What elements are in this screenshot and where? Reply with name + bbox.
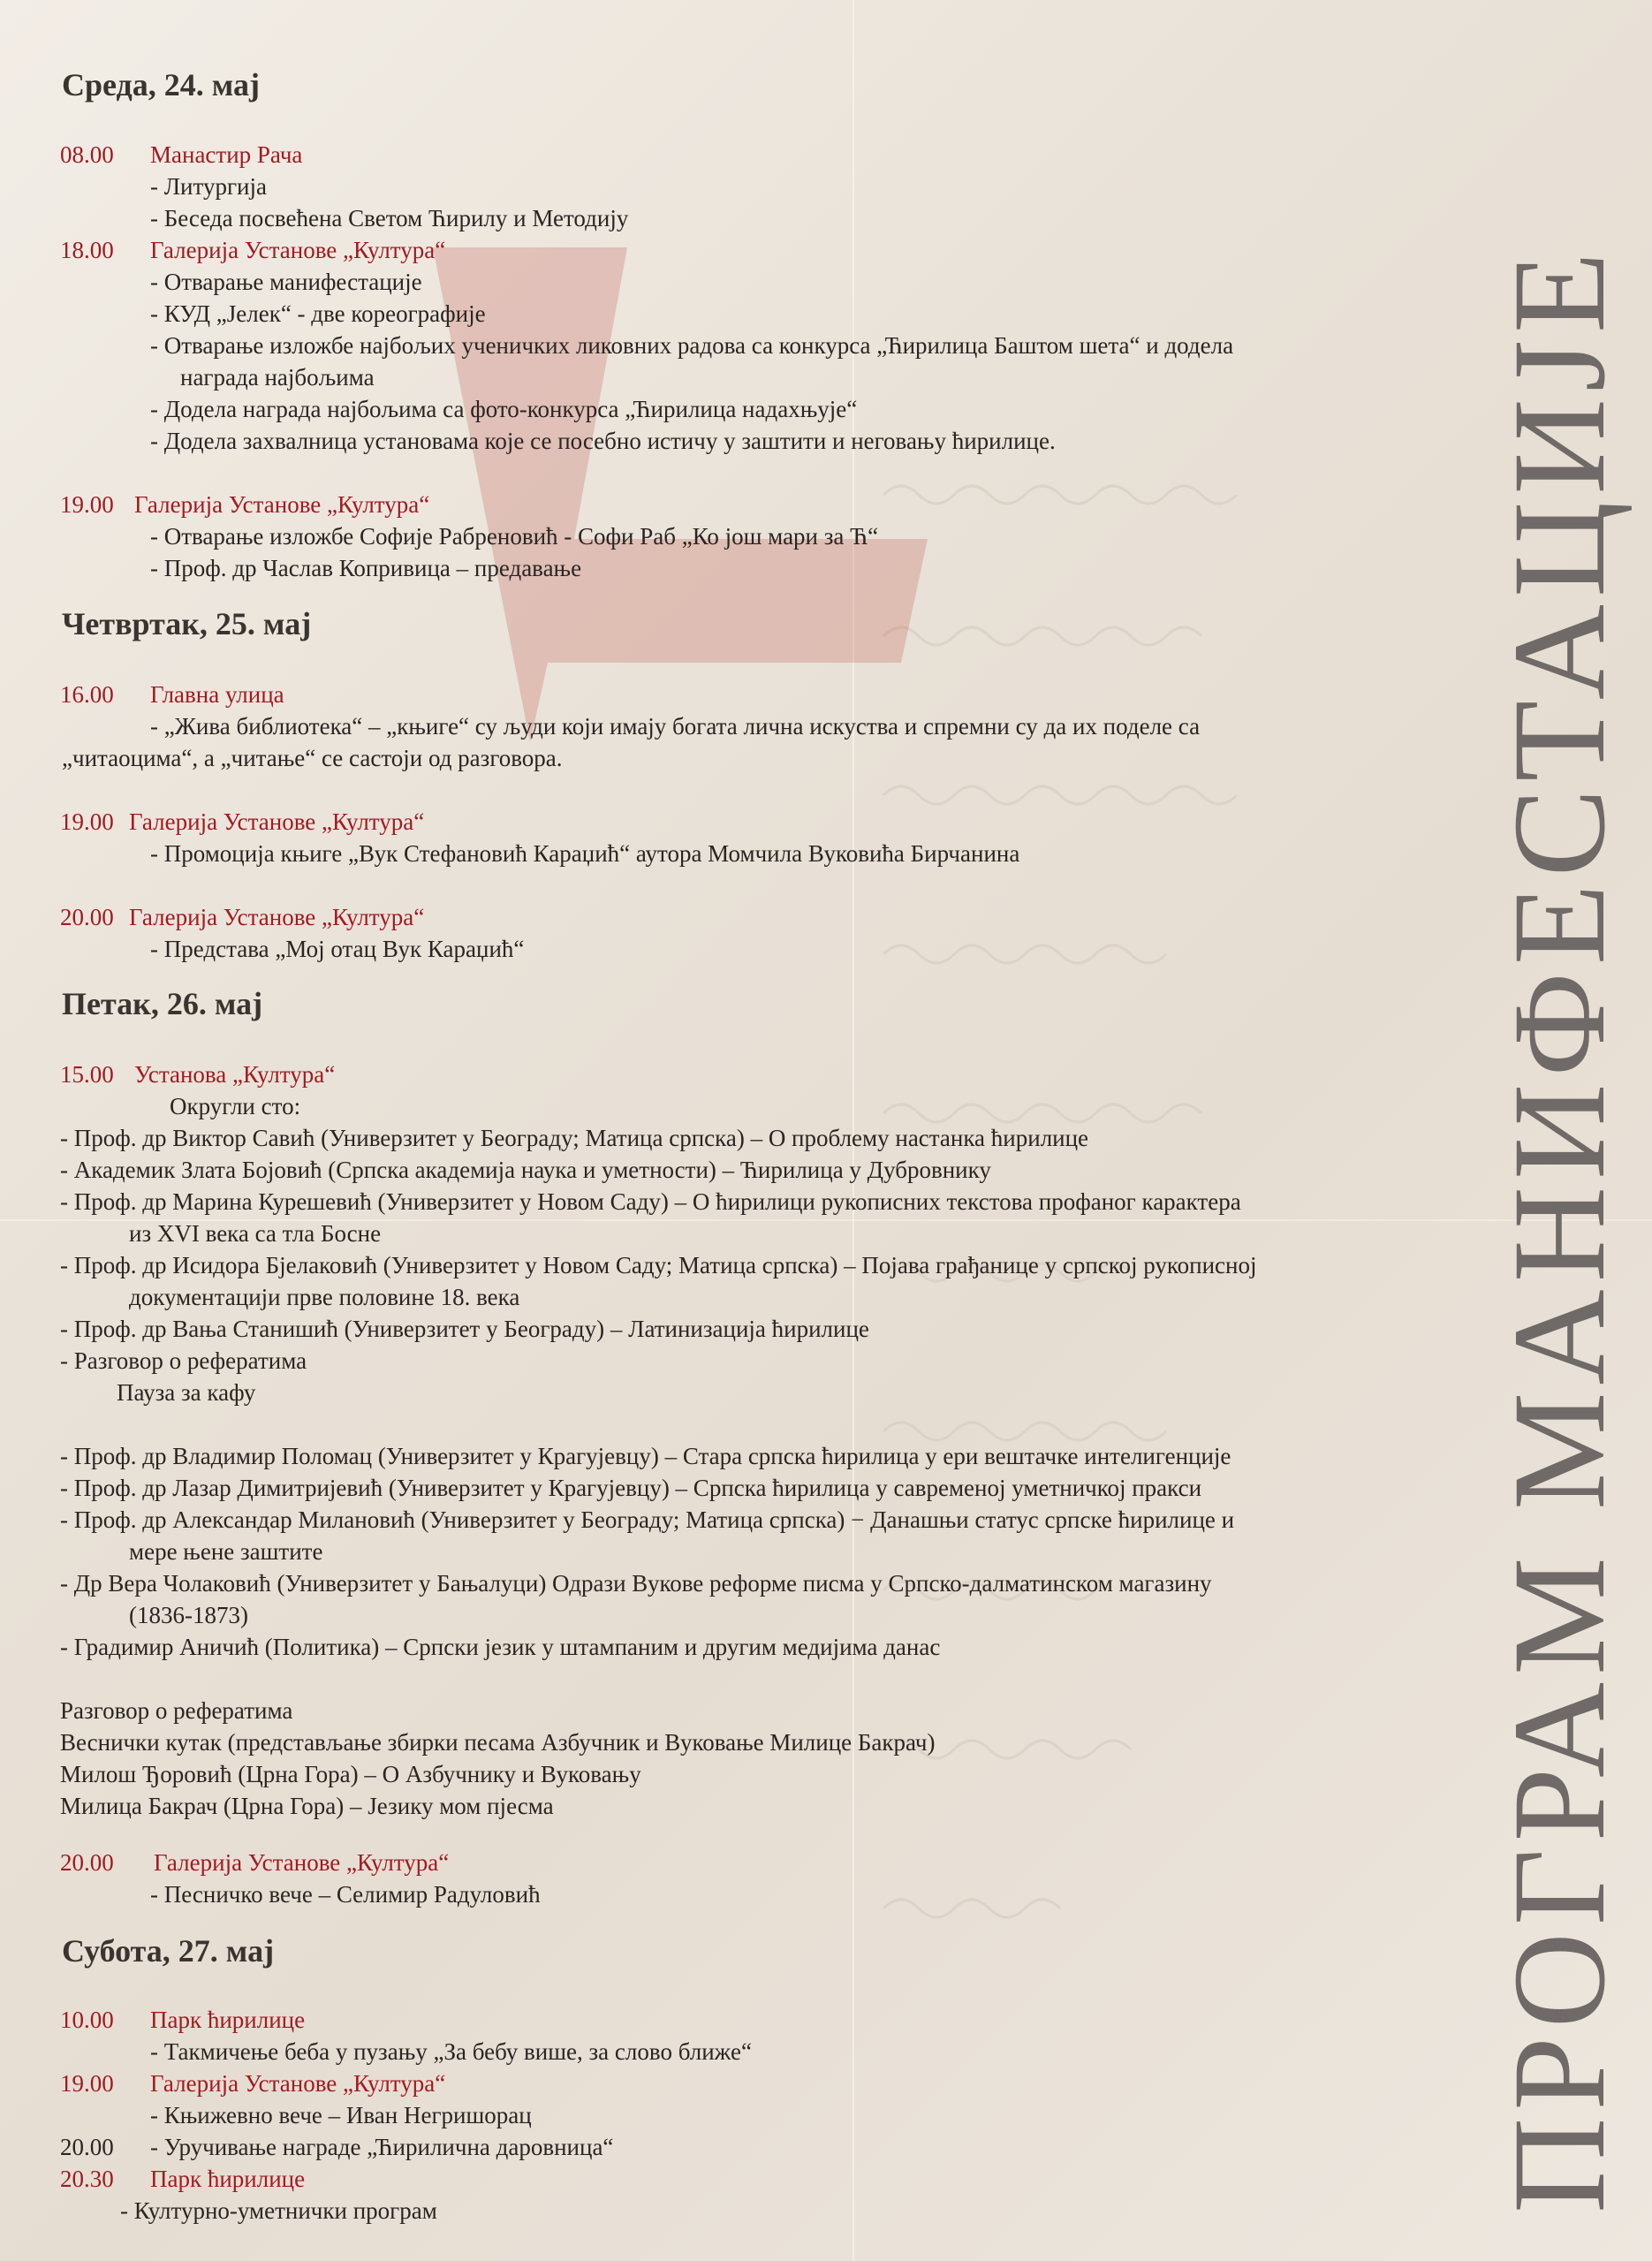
event-item: - Додела захвалница установама које се посебно истичу у заштити и неговању ћирилице.	[150, 428, 1056, 454]
event-item: Милош Ђоровић (Црна Гора) – О Азбучнику и Вуковању	[60, 1761, 641, 1787]
event-item: - Литургија	[150, 173, 267, 200]
event-place: Галерија Установе „Култура“	[150, 2070, 446, 2097]
event-item: - Разговор о рефератима	[60, 1347, 307, 1374]
event-item: Веснички кутак (представљање збирки песама Азбучник и Вуковање Милице Бакрач)	[60, 1729, 936, 1756]
event-place: Парк ћирилице	[150, 2007, 306, 2033]
event-time: 10.00	[60, 2007, 114, 2033]
event-item: из XVI века са тла Босне	[129, 1220, 382, 1247]
event-item: награда најбољима	[180, 364, 375, 391]
event-time: 19.00	[60, 808, 114, 835]
event-place: Галерија Установе „Култура“	[154, 1849, 450, 1876]
event-item: - Такмичење беба у пузању „За бебу више, за слово ближе“	[150, 2038, 752, 2065]
event-place: Манастир Рача	[150, 141, 303, 168]
event-item: - Отварање манифестације	[150, 269, 422, 295]
event-item: - Књижевно вече – Иван Негришорац	[150, 2102, 532, 2128]
event-place: Главна улица	[150, 681, 284, 708]
event-place: Галерија Установе „Култура“	[129, 808, 425, 835]
event-item: - Песничко вече – Селимир Радуловић	[150, 1881, 541, 1908]
event-place: Парк ћирилице	[150, 2166, 306, 2192]
event-item: - Проф. др Часлав Копривица – предавање	[150, 555, 582, 581]
event-item: - Отварање изложбе најбољих ученичких ликовних радова са конкурса „Ћирилица Баштом шета“ и додела	[150, 332, 1234, 359]
event-item: - Академик Злата Бојовић (Српска академија наука и уметности) – Ћирилица у Дубровнику	[60, 1157, 991, 1183]
event-item: - Др Вера Чолаковић (Универзитет у Бањалуци) Одрази Вукове реформе писма у Српско-далматинском магазину	[60, 1570, 1212, 1597]
vertical-title: ПРОГРАМ МАНИФЕСТАЦИЈЕ	[1486, 245, 1633, 2213]
event-item: Милица Бакрач (Црна Гора) – Језику мом пјесма	[60, 1793, 554, 1819]
event-item: документацији прве половине 18. века	[129, 1284, 520, 1310]
day-heading: Петак, 26. мај	[62, 986, 263, 1021]
event-item: - Промоција књиге „Вук Стефановић Караџић“ аутора Момчила Вуковића Бирчанина	[150, 840, 1020, 867]
event-item: - Проф. др Владимир Поломац (Универзитет у Крагујевцу) – Стара српска ћирилица у ери вештачке интелигенције	[60, 1443, 1231, 1469]
event-item: - КУД „Јелек“ - две кореографије	[150, 300, 486, 327]
event-time: 15.00	[60, 1061, 114, 1088]
event-item: мере њене заштите	[129, 1538, 323, 1565]
event-place: Галерија Установе „Култура“	[129, 904, 425, 930]
event-item: - Додела награда најбољима са фото-конкурса „Ћирилица надахњује“	[150, 396, 858, 422]
event-item: - Проф. др Исидора Бјелаковић (Универзитет у Новом Саду; Матица српска) – Појава грађанице у српској рукописној	[60, 1252, 1257, 1278]
event-time: 19.00	[60, 2070, 114, 2097]
day-heading: Субота, 27. мај	[62, 1933, 275, 1969]
event-item: - Проф. др Марина Курешевић (Универзитет у Новом Саду) – О ћирилици рукописних текстова профаног карактера	[60, 1188, 1241, 1215]
event-item: - Проф. др Виктор Савић (Универзитет у Београду; Матица српска) – О проблему настанка ћирилице	[60, 1125, 1089, 1151]
event-place: Галерија Установе „Култура“	[134, 491, 430, 518]
event-item: - Беседа посвећена Светом Ћирилу и Методију	[150, 205, 629, 231]
event-item: - Представа „Мој отац Вук Караџић“	[150, 936, 525, 962]
day-heading: Среда, 24. мај	[62, 67, 260, 102]
event-item: - Проф. др Лазар Димитријевић (Универзитет у Крагујевцу) – Српска ћирилица у савременој уметничкој пракси	[60, 1475, 1202, 1501]
event-place: Установа „Култура“	[134, 1061, 336, 1088]
event-item: - „Жива библиотека“ – „књиге“ су људи који имају богата лична искуства и спремни су да их поделе са	[150, 713, 1201, 740]
event-time: 16.00	[60, 681, 114, 708]
event-item: „читаоцима“, а „читање“ се састоји од разговора.	[62, 745, 563, 771]
event-item: Пауза за кафу	[117, 1379, 256, 1406]
day-heading: Четвртак, 25. мај	[62, 606, 312, 641]
event-item: - Градимир Аничић (Политика) – Српски језик у штампаним и другим медијима данас	[60, 1634, 941, 1660]
event-time: 20.00	[60, 2134, 114, 2160]
event-item: (1836-1873)	[129, 1602, 248, 1628]
event-place: Галерија Установе „Култура“	[150, 237, 446, 263]
event-time: 20.00	[60, 904, 114, 930]
event-item: - Културно-уметнички програм	[120, 2197, 437, 2224]
event-time: 19.00	[60, 491, 114, 518]
event-item: Округли сто:	[170, 1093, 301, 1119]
event-time: 18.00	[60, 237, 114, 263]
event-item: Разговор о рефератима	[60, 1697, 293, 1724]
event-item: - Проф. др Александар Милановић (Универзитет у Београду; Матица српска) − Данашњи статус српске ћирилице и	[60, 1506, 1235, 1533]
event-item: - Уручивање награде „Ћирилична даровница“	[150, 2134, 614, 2160]
event-time: 08.00	[60, 141, 114, 168]
event-time: 20.30	[60, 2166, 114, 2192]
event-item: - Проф. др Вања Станишић (Универзитет у Београду) – Латинизација ћирилице	[60, 1316, 869, 1342]
event-item: - Отварање изложбе Софије Рабреновић - Софи Раб „Ко још мари за Ћ“	[150, 523, 879, 550]
event-time: 20.00	[60, 1849, 114, 1876]
